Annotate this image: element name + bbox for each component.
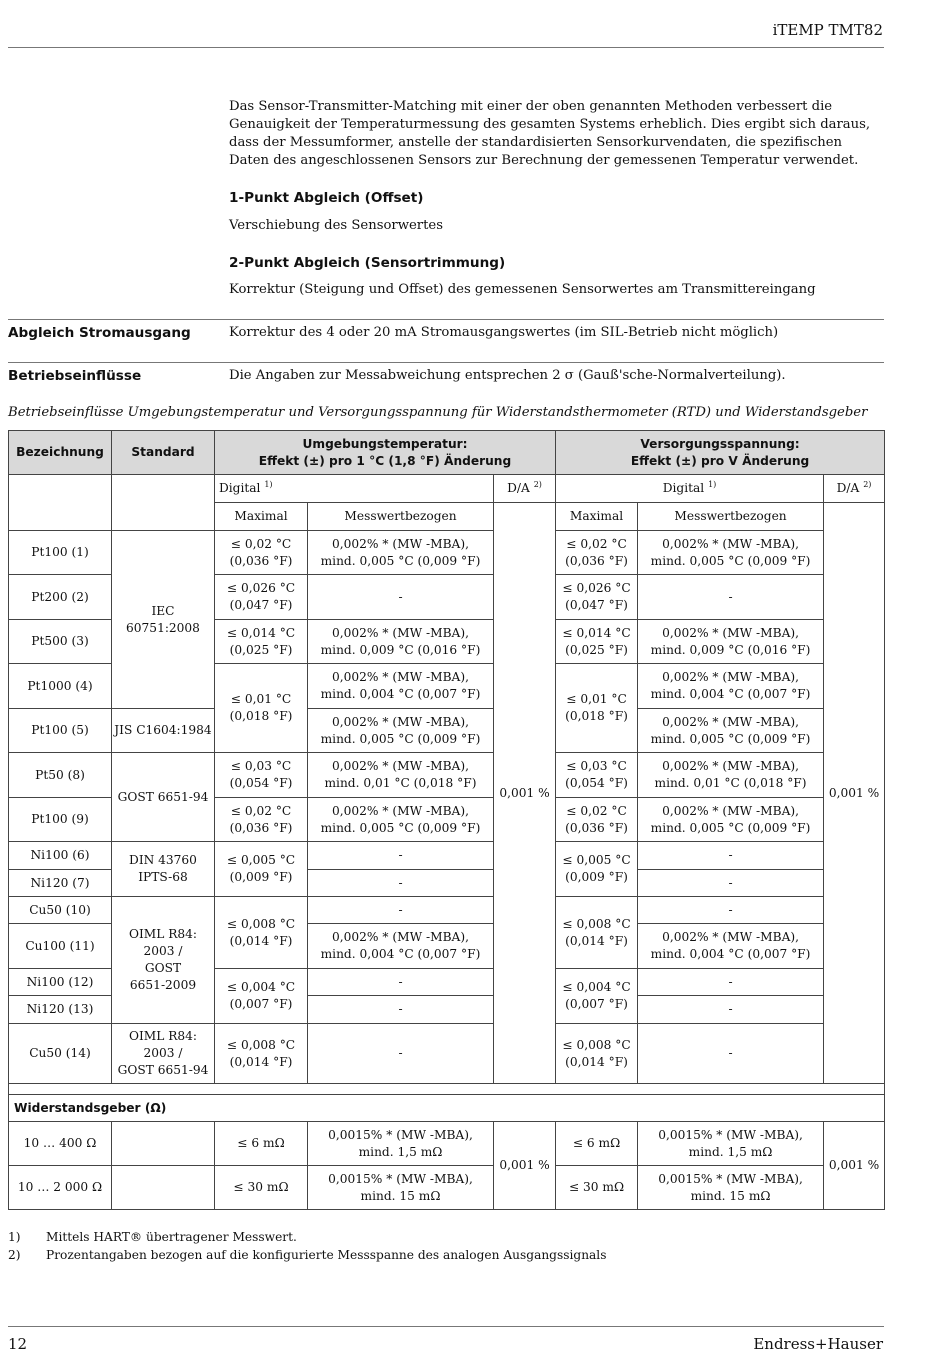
umg-maximal: ≤ 0,026 °C (0,047 °F) <box>215 575 308 620</box>
vers-maximal: ≤ 0,01 °C (0,018 °F) <box>556 664 638 753</box>
sensor-name: Pt500 (3) <box>9 620 112 664</box>
umg-maximal: ≤ 0,01 °C (0,018 °F) <box>215 664 308 753</box>
header-bezeichnung: Bezeichnung <box>9 431 112 475</box>
vers-messwert: 0,0015% * (MW -MBA), mind. 1,5 mΩ <box>638 1122 824 1166</box>
footnote: 1) Mittels HART® übertragener Messwert. <box>8 1230 297 1244</box>
vers-maximal: ≤ 0,008 °C (0,014 °F) <box>556 897 638 969</box>
da-umg-label: D/A $^{2)}$ <box>494 475 556 503</box>
umg-messwert: 0,002% * (MW -MBA), mind. 0,004 °C (0,007 °F) <box>308 924 494 969</box>
section-1-punkt-title: 1-Punkt Abgleich (Offset) <box>229 190 424 206</box>
vers-messwert: 0,002% * (MW -MBA), mind. 0,005 °C (0,009 °F) <box>638 798 824 842</box>
section-2-punkt-text: Korrektur (Steigung und Offset) des gemessenen Sensorwertes am Transmittereingang <box>229 282 816 297</box>
standard-oiml-gost-94: OIML R84: 2003 / GOST 6651-94 <box>112 1024 215 1084</box>
sensor-name: Pt100 (9) <box>9 798 112 842</box>
umg-messwert: - <box>308 870 494 897</box>
sensor-name: Ni100 (6) <box>9 842 112 870</box>
sensor-name: Cu100 (11) <box>9 924 112 969</box>
umg-messwert: - <box>308 996 494 1024</box>
messwert-umg-label: Messwertbezogen <box>308 503 494 531</box>
da-vers-value: 0,001 % <box>824 1122 885 1210</box>
sensor-name: Cu50 (14) <box>9 1024 112 1084</box>
standard-iec: IEC 60751:2008 <box>112 531 215 709</box>
da-umg-value: 0,001 % <box>494 503 556 1084</box>
umg-maximal: ≤ 6 mΩ <box>215 1122 308 1166</box>
umg-messwert: - <box>308 575 494 620</box>
header-rule <box>8 47 884 48</box>
umg-maximal: ≤ 30 mΩ <box>215 1166 308 1210</box>
empty-cell <box>9 475 112 531</box>
stromausgang-label: Abgleich Stromausgang <box>8 325 191 341</box>
vers-messwert: - <box>638 969 824 996</box>
header-versorgungsspannung: Versorgungsspannung: Effekt (±) pro V Änderung <box>556 431 885 475</box>
umg-maximal: ≤ 0,014 °C (0,025 °F) <box>215 620 308 664</box>
vers-messwert: - <box>638 897 824 924</box>
document-title: iTEMP TMT82 <box>772 21 883 39</box>
da-vers-value: 0,001 % <box>824 503 885 1084</box>
maximal-vers-label: Maximal <box>556 503 638 531</box>
sensor-name: Pt1000 (4) <box>9 664 112 709</box>
umg-messwert: 0,002% * (MW -MBA), mind. 0,005 °C (0,009 °F) <box>308 531 494 575</box>
spacer-row <box>9 1084 885 1095</box>
umg-messwert: - <box>308 969 494 996</box>
stromausgang-text: Korrektur des 4 oder 20 mA Stromausgangswertes (im SIL-Betrieb nicht möglich) <box>229 325 779 340</box>
vers-messwert: 0,002% * (MW -MBA), mind. 0,004 °C (0,007 °F) <box>638 664 824 709</box>
betriebseinfluesse-text: Die Angaben zur Messabweichung entsprechen 2 σ (Gauß'sche-Normalverteilung). <box>229 368 786 383</box>
vers-maximal: ≤ 0,008 °C (0,014 °F) <box>556 1024 638 1084</box>
header-standard: Standard <box>112 431 215 475</box>
standard-jis: JIS C1604:1984 <box>112 709 215 753</box>
umg-maximal: ≤ 0,008 °C (0,014 °F) <box>215 897 308 969</box>
vers-messwert: 0,002% * (MW -MBA), mind. 0,005 °C (0,009 °F) <box>638 709 824 753</box>
umg-maximal: ≤ 0,005 °C (0,009 °F) <box>215 842 308 897</box>
umg-maximal: ≤ 0,004 °C (0,007 °F) <box>215 969 308 1024</box>
vers-maximal: ≤ 0,02 °C (0,036 °F) <box>556 531 638 575</box>
range-name: 10 … 400 Ω <box>9 1122 112 1166</box>
maximal-umg-label: Maximal <box>215 503 308 531</box>
vers-maximal: ≤ 0,004 °C (0,007 °F) <box>556 969 638 1024</box>
umg-maximal: ≤ 0,02 °C (0,036 °F) <box>215 531 308 575</box>
vers-messwert: 0,002% * (MW -MBA), mind. 0,004 °C (0,007 °F) <box>638 924 824 969</box>
umg-messwert: 0,002% * (MW -MBA), mind. 0,005 °C (0,009 °F) <box>308 709 494 753</box>
intro-paragraph: Das Sensor-Transmitter-Matching mit einer der oben genannten Methoden verbessert die Genauigkeit der Temperaturmessung des gesamten Systems erheblich. Dies ergibt sich daraus, dass der Messumformer, anstelle der standardisierten Sensorkurvendaten, die spezifischen Daten des angeschlossenen Sensors zur Berechnung der gemessenen Temperatur verwendet. <box>229 99 871 168</box>
page-number: 12 <box>8 1335 28 1353</box>
umg-messwert: - <box>308 897 494 924</box>
vers-maximal: ≤ 0,014 °C (0,025 °F) <box>556 620 638 664</box>
section-2-punkt-title: 2-Punkt Abgleich (Sensortrimmung) <box>229 255 506 271</box>
vers-messwert: - <box>638 842 824 870</box>
vers-maximal: ≤ 6 mΩ <box>556 1122 638 1166</box>
standard-din: DIN 43760 IPTS-68 <box>112 842 215 897</box>
brand-name: Endress+Hauser <box>753 1335 883 1353</box>
umg-maximal: ≤ 0,008 °C (0,014 °F) <box>215 1024 308 1084</box>
vers-messwert: 0,002% * (MW -MBA), mind. 0,01 °C (0,018 °F) <box>638 753 824 798</box>
vers-maximal: ≤ 0,03 °C (0,054 °F) <box>556 753 638 798</box>
section-rule <box>8 362 884 363</box>
header-umgebungstemperatur: Umgebungstemperatur: Effekt (±) pro 1 °C (1,8 °F) Änderung <box>215 431 556 475</box>
sensor-name: Ni100 (12) <box>9 969 112 996</box>
umg-messwert: 0,002% * (MW -MBA), mind. 0,01 °C (0,018 °F) <box>308 753 494 798</box>
da-vers-label: D/A $^{2)}$ <box>824 475 885 503</box>
sensor-name: Pt50 (8) <box>9 753 112 798</box>
umg-messwert: 0,002% * (MW -MBA), mind. 0,009 °C (0,016 °F) <box>308 620 494 664</box>
umg-messwert: - <box>308 842 494 870</box>
sensor-name: Pt100 (5) <box>9 709 112 753</box>
betriebseinfluesse-label: Betriebseinflüsse <box>8 368 142 384</box>
vers-messwert: - <box>638 575 824 620</box>
widerstandsgeber-heading: Widerstandsgeber (Ω) <box>9 1095 885 1122</box>
table-caption: Betriebseinflüsse Umgebungstemperatur und Versorgungsspannung für Widerstandsthermometer (RTD) und Widerstandsgeber <box>8 405 868 420</box>
umg-maximal: ≤ 0,03 °C (0,054 °F) <box>215 753 308 798</box>
vers-messwert: 0,002% * (MW -MBA), mind. 0,009 °C (0,016 °F) <box>638 620 824 664</box>
empty-cell <box>112 475 215 531</box>
vers-messwert: - <box>638 996 824 1024</box>
umg-messwert: - <box>308 1024 494 1084</box>
da-umg-value: 0,001 % <box>494 1122 556 1210</box>
footer-rule <box>8 1326 884 1327</box>
footnote: 2) Prozentangaben bezogen auf die konfigurierte Messspanne des analogen Ausgangssignals <box>8 1248 607 1262</box>
empty-cell <box>112 1166 215 1210</box>
sensor-name: Pt200 (2) <box>9 575 112 620</box>
umg-messwert: 0,002% * (MW -MBA), mind. 0,005 °C (0,009 °F) <box>308 798 494 842</box>
vers-messwert: - <box>638 870 824 897</box>
umg-messwert: 0,0015% * (MW -MBA), mind. 1,5 mΩ <box>308 1122 494 1166</box>
operating-influences-table <box>8 430 885 1210</box>
standard-gost: GOST 6651-94 <box>112 753 215 842</box>
standard-oiml-gost-2009: OIML R84: 2003 / GOST 6651-2009 <box>112 897 215 1024</box>
vers-maximal: ≤ 0,02 °C (0,036 °F) <box>556 798 638 842</box>
digital-vers-label: Digital $^{1)}$ <box>556 475 824 503</box>
umg-messwert: 0,0015% * (MW -MBA), mind. 15 mΩ <box>308 1166 494 1210</box>
digital-umg-label: Digital $^{1)}$ <box>215 475 494 503</box>
sensor-name: Ni120 (13) <box>9 996 112 1024</box>
vers-maximal: ≤ 30 mΩ <box>556 1166 638 1210</box>
vers-messwert: 0,002% * (MW -MBA), mind. 0,005 °C (0,009 °F) <box>638 531 824 575</box>
vers-maximal: ≤ 0,005 °C (0,009 °F) <box>556 842 638 897</box>
vers-messwert: - <box>638 1024 824 1084</box>
vers-maximal: ≤ 0,026 °C (0,047 °F) <box>556 575 638 620</box>
vers-messwert: 0,0015% * (MW -MBA), mind. 15 mΩ <box>638 1166 824 1210</box>
umg-maximal: ≤ 0,02 °C (0,036 °F) <box>215 798 308 842</box>
section-rule <box>8 319 884 320</box>
range-name: 10 … 2 000 Ω <box>9 1166 112 1210</box>
empty-cell <box>112 1122 215 1166</box>
sensor-name: Pt100 (1) <box>9 531 112 575</box>
sensor-name: Cu50 (10) <box>9 897 112 924</box>
section-1-punkt-text: Verschiebung des Sensorwertes <box>229 218 443 233</box>
umg-messwert: 0,002% * (MW -MBA), mind. 0,004 °C (0,007 °F) <box>308 664 494 709</box>
messwert-vers-label: Messwertbezogen <box>638 503 824 531</box>
sensor-name: Ni120 (7) <box>9 870 112 897</box>
